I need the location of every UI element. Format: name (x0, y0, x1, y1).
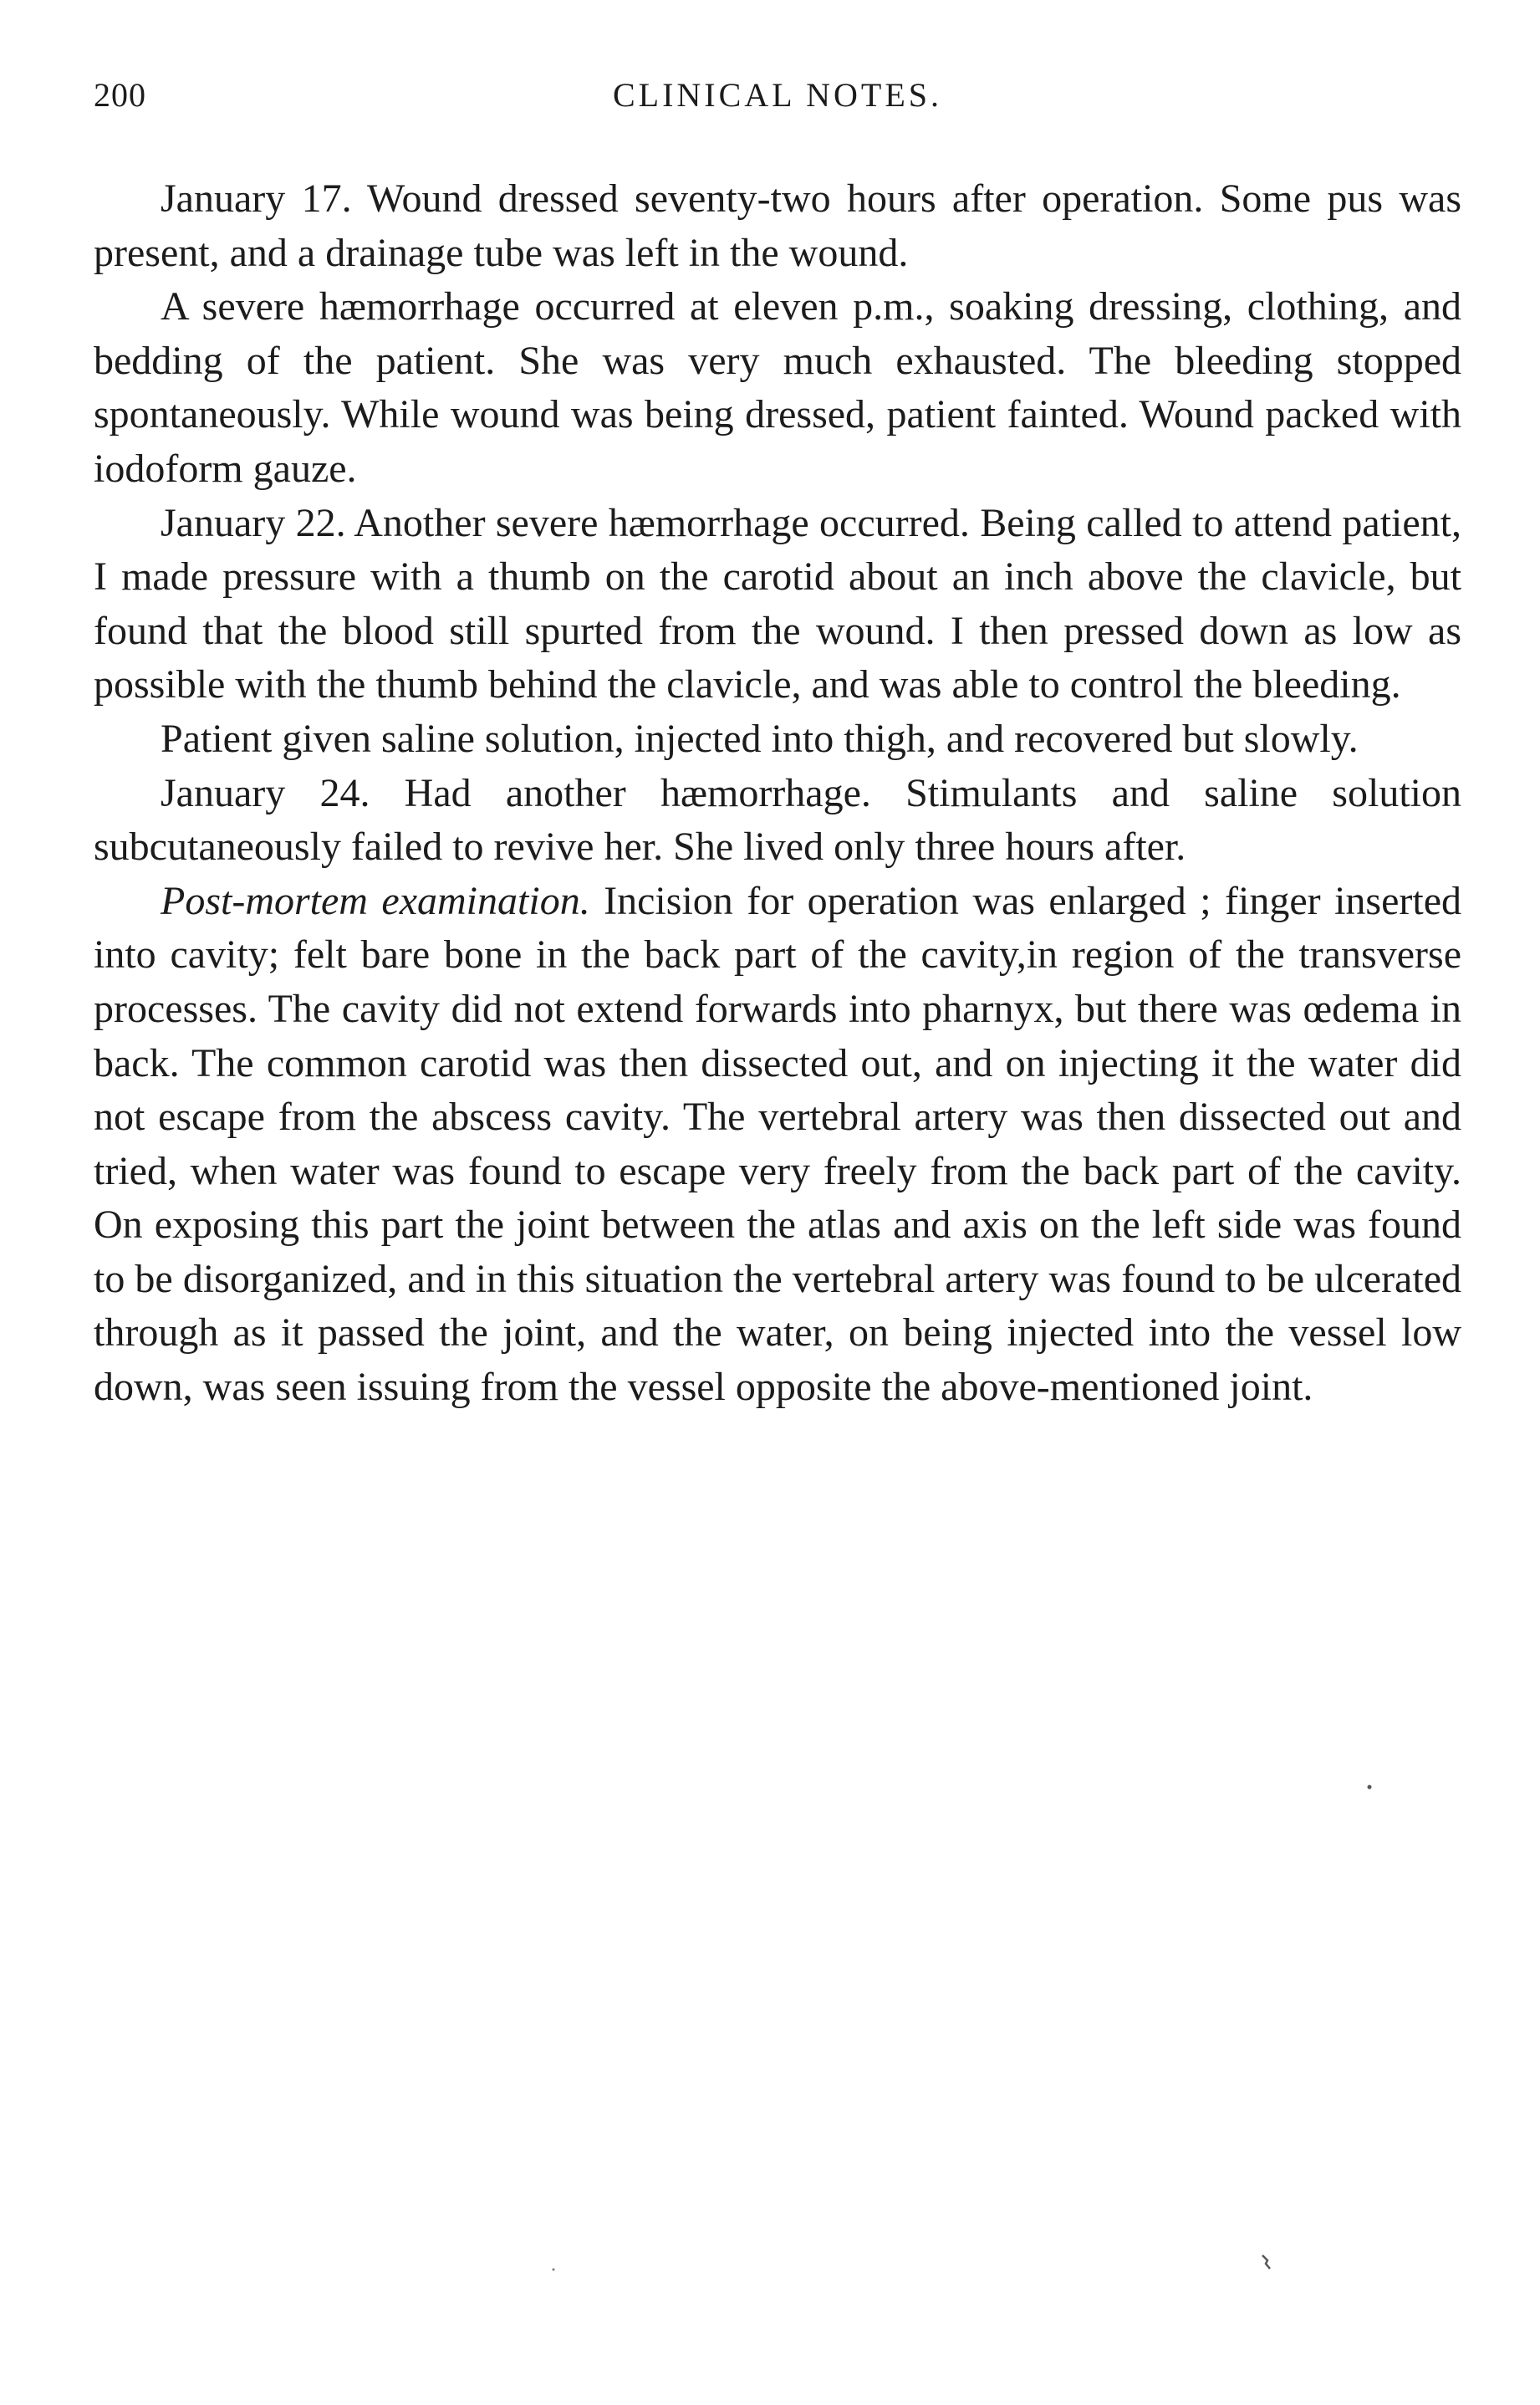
page-number: 200 (94, 76, 146, 114)
running-title: CLINICAL NOTES. (612, 76, 943, 114)
paragraph-text: January 22. Another severe hæmorrhage occurred. Being called to attend patient, I made pressure with a thumb on the carotid about an inch above the clavicle, but found that the blood still spurted from the wound. I then pressed down as low as possible with the thumb behind the clavicle, and was able to control the bleeding. (94, 500, 1461, 707)
paragraph-haemorrhage (94, 280, 1461, 496)
paragraph-jan-24 (94, 767, 1461, 875)
paragraph-text: January 17. Wound dressed seventy-two hours after operation. Some pus was present, and a drainage tube was left in the wound. (94, 176, 1461, 275)
paragraph-jan-22 (94, 497, 1461, 712)
book-page (94, 75, 1461, 1415)
paragraph-post-mortem (94, 875, 1461, 1415)
paragraph-text: Incision for operation was enlarged ; finger inserted into cavity; felt bare bone in the back part of the cavity,in region of the transverse processes. The cavity did not extend forwards into pharnyx, but there was œdema in back. The common carotid was then dissected out, and on injecting it the water did not escape from the abscess cavity. The vertebral artery was then dissected out and tried, when water was found to escape very freely from the back part of the cavity. On exposing this part the joint between the atlas and axis on the left side was found to be disorganized, and in this situation the vertebral artery was found to be ulcerated through as it passed the joint, and the water, on being injected into the vessel low down, was seen issuing from the vessel opposite the above-mentioned joint. (94, 878, 1462, 1410)
paragraph-text: January 24. Had another hæmorrhage. Stimulants and saline solution subcutaneously failed to revive her. She lived only three hours after. (94, 770, 1461, 870)
body-text (94, 172, 1461, 1415)
paragraph-text: Patient given saline solution, injected into thigh, and recovered but slowly. (161, 716, 1359, 761)
paragraph-jan-17 (94, 172, 1461, 280)
paragraph-saline (94, 712, 1461, 767)
paragraph-text: A severe hæmorrhage occurred at eleven p.m., soaking dressing, clothing, and bedding of the patient. She was very much exhausted. The bleeding stopped spontaneously. While wound was being dressed, patient fainted. Wound packed with iodoform gauze. (94, 284, 1461, 491)
post-mortem-heading: Post-mortem examination. (161, 878, 590, 923)
running-head (94, 75, 1461, 125)
